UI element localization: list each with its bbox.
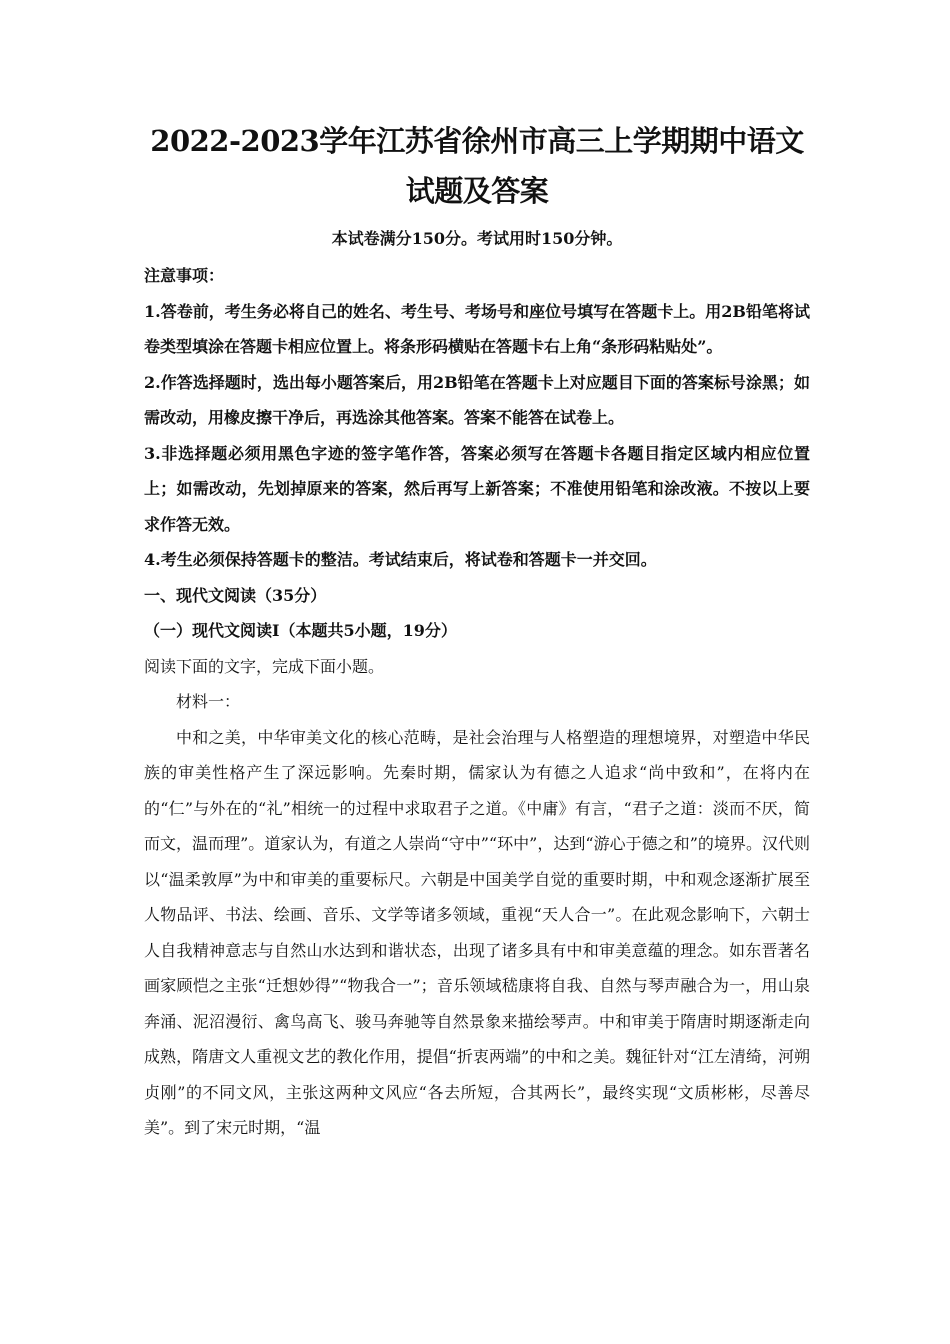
notice-item-3: 3.非选择题必须用黑色字迹的签字笔作答，答案必须写在答题卡各题目指定区域内相应位置上；如需改动，先划掉原来的答案，然后再写上新答案；不准使用铅笔和涂改液。不按以上要求作答无效。 — [144, 443, 810, 534]
material-paragraph: 中和之美，中华审美文化的核心范畴，是社会治理与人格塑造的理想境界，对塑造中华民族的审美性格产生了深远影响。先秦时期，儒家认为有德之人追求“尚中致和”，在将内在的“仁”与外在的“礼”相统一的过程中求取君子之道。《中庸》有言，“君子之道：淡而不厌，简而文，温而理”。道家认为，有道之人崇尚“守中”“环中”，达到“游心于德之和”的境界。汉代则以“温柔敦厚”为中和审美的重要标尺。六朝是中国美学自觉的重要时期，中和观念逐渐扩展至人物品评、书法、绘画、音乐、文学等诸多领域，重视“天人合一”。在此观念影响下，六朝士人自我精神意志与自然山水达到和谐状态，出现了诸多具有中和审美意蕴的理念。如东晋著名画家顾恺之主张“迁想妙得”“物我合一”；音乐领域嵇康将自我、自然与琴声融合为一，用山泉奔涌、泥沼漫衍、禽鸟高飞、骏马奔驰等自然景象来描绘琴声。中和审美于隋唐时期逐渐走向成熟，隋唐文人重视文艺的教化作用，提倡“折衷两端”的中和之美。魏征针对“江左清绮，河朔贞刚”的不同文风，主张这两种文风应“各去所短，合其两长”，最终实现“文质彬彬，尽善尽美”。到了宋元时期，“温 — [144, 727, 810, 1137]
document-title: 2022-2023学年江苏省徐州市高三上学期期中语文试题及答案 — [150, 124, 804, 208]
subsection-heading: （一）现代文阅读Ⅰ（本题共5小题，19分） — [144, 621, 457, 640]
notice-item-4: 4.考生必须保持答题卡的整洁。考试结束后，将试卷和答题卡一并交回。 — [144, 550, 657, 569]
notice-item-1: 1.答卷前，考生务必将自己的姓名、考生号、考场号和座位号填写在答题卡上。用2B铅笔将试卷类型填涂在答题卡相应位置上。将条形码横贴在答题卡右上角“条形码粘贴处”。 — [144, 301, 810, 356]
exam-info: 本试卷满分150分。考试用时150分钟。 — [331, 229, 623, 248]
notice-heading: 注意事项： — [144, 266, 225, 285]
reading-instruction: 阅读下面的文字，完成下面小题。 — [144, 656, 385, 676]
section-heading: 一、现代文阅读（35分） — [144, 585, 327, 605]
material-label: 材料一： — [176, 692, 241, 711]
notice-item-2: 2.作答选择题时，选出每小题答案后，用2B铅笔在答题卡上对应题目下面的答案标号涂黑；如需改动，用橡皮擦干净后，再选涂其他答案。答案不能答在试卷上。 — [144, 372, 810, 427]
